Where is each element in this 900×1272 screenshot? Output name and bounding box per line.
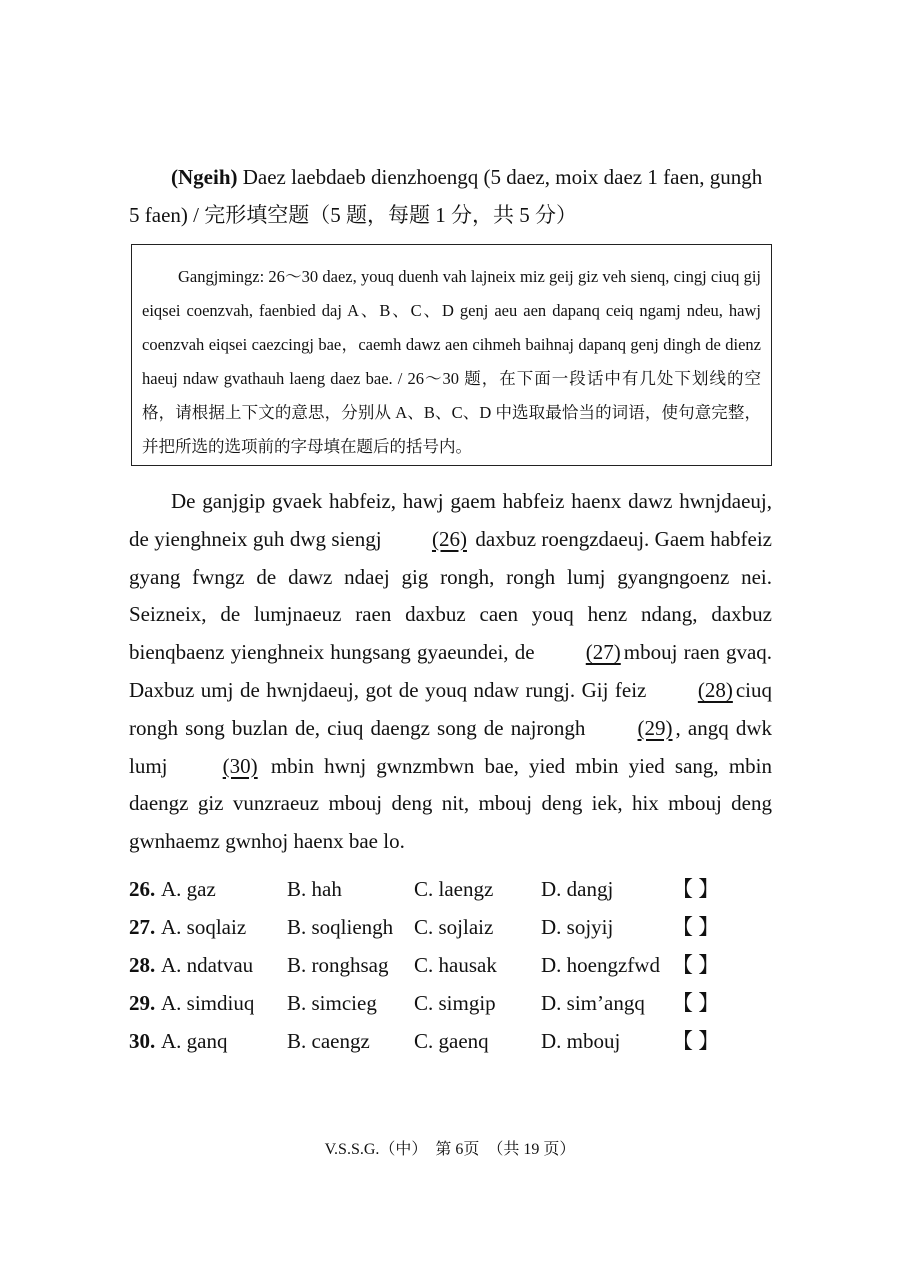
option-a[interactable]: A. gaz [161,877,216,901]
option-a[interactable]: A. ganq [161,1029,228,1053]
option-d[interactable]: D. sim’angq [541,991,645,1015]
page-footer: V.S.S.G.（中） 第 6页 （共 19 页） [324,1141,576,1158]
answer-bracket[interactable]: 【 】 [672,953,720,977]
option-c[interactable]: C. gaenq [414,1029,489,1053]
blank-28[interactable]: (28) [697,677,733,702]
option-b[interactable]: B. hah [287,877,342,901]
cloze-passage [129,483,772,861]
question-number: 28. [129,953,156,977]
section-label: (Ngeih) [171,165,238,189]
section-heading [129,158,774,234]
option-b[interactable]: B. soqliengh [287,915,394,939]
option-a[interactable]: A. soqlaiz [161,915,247,939]
answer-bracket[interactable]: 【 】 [672,915,720,939]
option-c[interactable]: C. sojlaiz [414,915,494,939]
passage-text: mbouj raen gvaq. Daxbuz umj de hwnjdaeuj, got de youq ndaw rungj. Gij feiz [129,640,773,702]
option-d[interactable]: D. dangj [541,877,614,901]
answer-bracket[interactable]: 【 】 [672,877,720,901]
option-a[interactable]: A. ndatvau [161,953,254,977]
option-d[interactable]: D. hoengzfwd [541,953,660,977]
passage-text: mbin hwnj gwnzmbwn bae, yied mbin yied sang, mbin daengz giz vunzraeuz mbouj deng nit, mbouj deng iek, hix mbouj deng gwnhaemz gwnhoj haenx bae lo. [129,753,772,854]
option-b[interactable]: B. caengz [287,1029,370,1053]
blank-30[interactable]: (30) [222,753,258,778]
option-c[interactable]: C. hausak [414,953,497,977]
passage-text: daxbuz roengzdaeuj. Gaem habfeiz gyang fwngz de dawz ndaej gig rongh, rongh lumj gyangngoenz nei. Seizneix, de lumjnaeuz raen daxbuz caen youq henz ndang, daxbuz bienqbaenz yienghneix hungsang gyaeundei, de [129,526,773,665]
question-number: 27. [129,915,156,939]
answer-bracket[interactable]: 【 】 [672,1029,720,1053]
option-d[interactable]: D. mbouj [541,1029,621,1053]
section-title-text: Daez laebdaeb dienzhoengq (5 daez, moix daez 1 faen, gungh 5 faen) / 完形填空题（5 题，每题 1 分，共 5 分） [129,165,763,227]
passage-text: , angq dwk lumj [129,715,772,778]
passage-text: De ganjgip gvaek habfeiz, hawj gaem habfeiz haenx dawz hwnjdaeuj, de yienghneix guh dwg siengj [129,489,772,551]
question-row-29 [129,984,749,1022]
question-row-30 [129,1022,749,1060]
option-a[interactable]: A. simdiuq [161,991,255,1015]
question-number: 26. [129,877,156,901]
answer-bracket[interactable]: 【 】 [672,991,720,1015]
option-d[interactable]: D. sojyij [541,915,614,939]
question-row-27 [129,908,749,946]
instructions-text: Gangjmingz: 26～30 daez, youq duenh vah lajneix miz geij giz veh sienq, cingj ciuq gij eiqsei coenzvah, faenbied daj A、B、C、D genj aeu aen dapanq ceiq ngamj ndeu, hawj coenzvah eiqsei caezcingj bae，caemh dawz aen cihmeh baihnaj dapanq genj dingh de dienz haeuj ndaw gvathauh laeng daez bae. / 26～30 题，在下面一段话中有几处下划线的空格，请根据上下文的意思，分别从 A、B、C、D 中选取最恰当的词语，使句意完整，并把所选的选项前的字母填在题后的括号内。 [142,267,761,456]
question-row-28 [129,946,749,984]
question-number: 29. [129,991,156,1015]
option-c[interactable]: C. simgip [414,991,496,1015]
option-c[interactable]: C. laengz [414,877,494,901]
question-row-26 [129,870,749,908]
blank-27[interactable]: (27) [585,640,621,665]
blank-29[interactable]: (29) [637,715,673,740]
passage-text: ciuq rongh song buzlan de, ciuq daengz song de najrongh [129,677,773,740]
instructions-box [131,244,772,466]
passage-paragraph [129,483,772,861]
option-b[interactable]: B. simcieg [287,991,377,1015]
option-b[interactable]: B. ronghsag [287,953,389,977]
question-number: 30. [129,1029,156,1053]
blank-26[interactable]: (26) [431,526,467,551]
